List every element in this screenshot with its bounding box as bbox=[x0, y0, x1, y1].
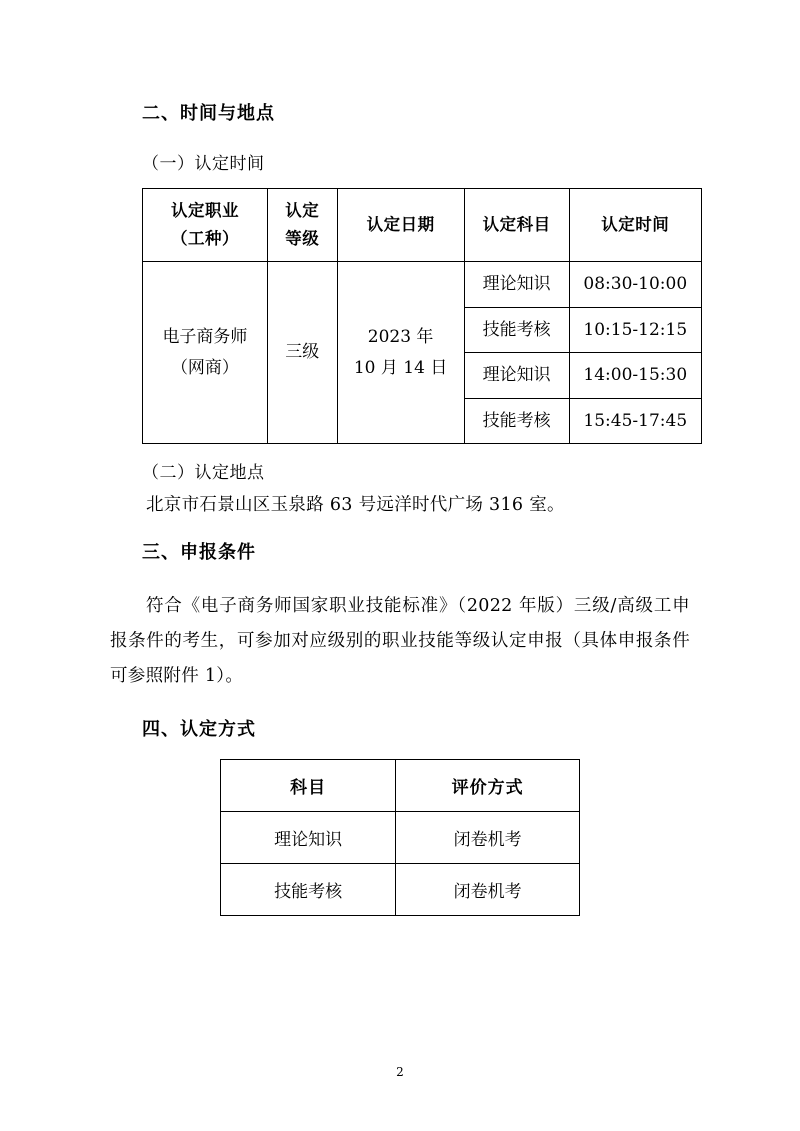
section-four-heading: 四、认定方式 bbox=[142, 719, 256, 741]
occupation-line2: （网商） bbox=[170, 357, 239, 378]
header-method-evaluation: 评价方式 bbox=[396, 760, 580, 812]
header-time: 认定时间 bbox=[569, 188, 701, 261]
table-row bbox=[221, 812, 580, 864]
address-text: 北京市石景山区玉泉路 63 号远洋时代广场 316 室。 bbox=[146, 494, 565, 515]
spacer bbox=[110, 567, 690, 589]
header-occupation bbox=[143, 188, 268, 261]
header-level bbox=[267, 188, 337, 261]
page-number: 2 bbox=[396, 1065, 404, 1079]
header-occupation-line1: 认定职业 bbox=[170, 200, 239, 220]
cell-time: 14:00-15:30 bbox=[569, 353, 701, 399]
cell-time: 08:30-10:00 bbox=[569, 262, 701, 308]
spacer bbox=[110, 444, 690, 460]
cell-time: 10:15-12:15 bbox=[569, 307, 701, 353]
cell-method-subject: 理论知识 bbox=[221, 812, 396, 864]
date-line2: 10 月 14 日 bbox=[353, 357, 448, 378]
section-three-heading: 三、申报条件 bbox=[142, 541, 256, 563]
spacer bbox=[110, 523, 690, 539]
spacer bbox=[110, 129, 690, 151]
cell-subject: 技能考核 bbox=[464, 398, 569, 444]
spacer bbox=[110, 694, 690, 716]
subsection-two-label: （二）认定地点 bbox=[142, 463, 265, 484]
cell-occupation bbox=[143, 262, 268, 444]
cell-time: 15:45-17:45 bbox=[569, 398, 701, 444]
header-level-line1: 认定 bbox=[285, 200, 320, 220]
table-header-row bbox=[221, 760, 580, 812]
cell-method-subject: 技能考核 bbox=[221, 864, 396, 916]
cell-subject: 技能考核 bbox=[464, 307, 569, 353]
cell-date bbox=[337, 262, 464, 444]
cell-subject: 理论知识 bbox=[464, 353, 569, 399]
header-subject: 认定科目 bbox=[464, 188, 569, 261]
occupation-line1: 电子商务师 bbox=[162, 327, 248, 348]
header-occupation-line2: （工种） bbox=[170, 229, 239, 249]
schedule-table bbox=[142, 188, 702, 444]
header-level-line2: 等级 bbox=[285, 229, 320, 249]
cell-level: 三级 bbox=[267, 262, 337, 444]
cell-method-evaluation: 闭卷机考 bbox=[396, 864, 580, 916]
table-header-row bbox=[143, 188, 702, 261]
cell-method-evaluation: 闭卷机考 bbox=[396, 812, 580, 864]
method-table-wrapper bbox=[110, 745, 690, 916]
table-row bbox=[143, 262, 702, 308]
section-three-body: 符合《电子商务师国家职业技能标准》（2022 年版）三级/高级工申报条件的考生，可参加对应级别的职业技能等级认定申报（具体申报条件可参照附件 1）。 bbox=[110, 596, 690, 687]
section-two-heading: 二、时间与地点 bbox=[142, 103, 275, 124]
header-method-subject: 科目 bbox=[221, 760, 396, 812]
table-row bbox=[221, 864, 580, 916]
date-line1: 2023 年 bbox=[367, 327, 434, 348]
cell-subject: 理论知识 bbox=[464, 262, 569, 308]
subsection-one-label: （一）认定时间 bbox=[142, 153, 265, 174]
header-date: 认定日期 bbox=[337, 188, 464, 261]
method-table bbox=[220, 759, 580, 916]
